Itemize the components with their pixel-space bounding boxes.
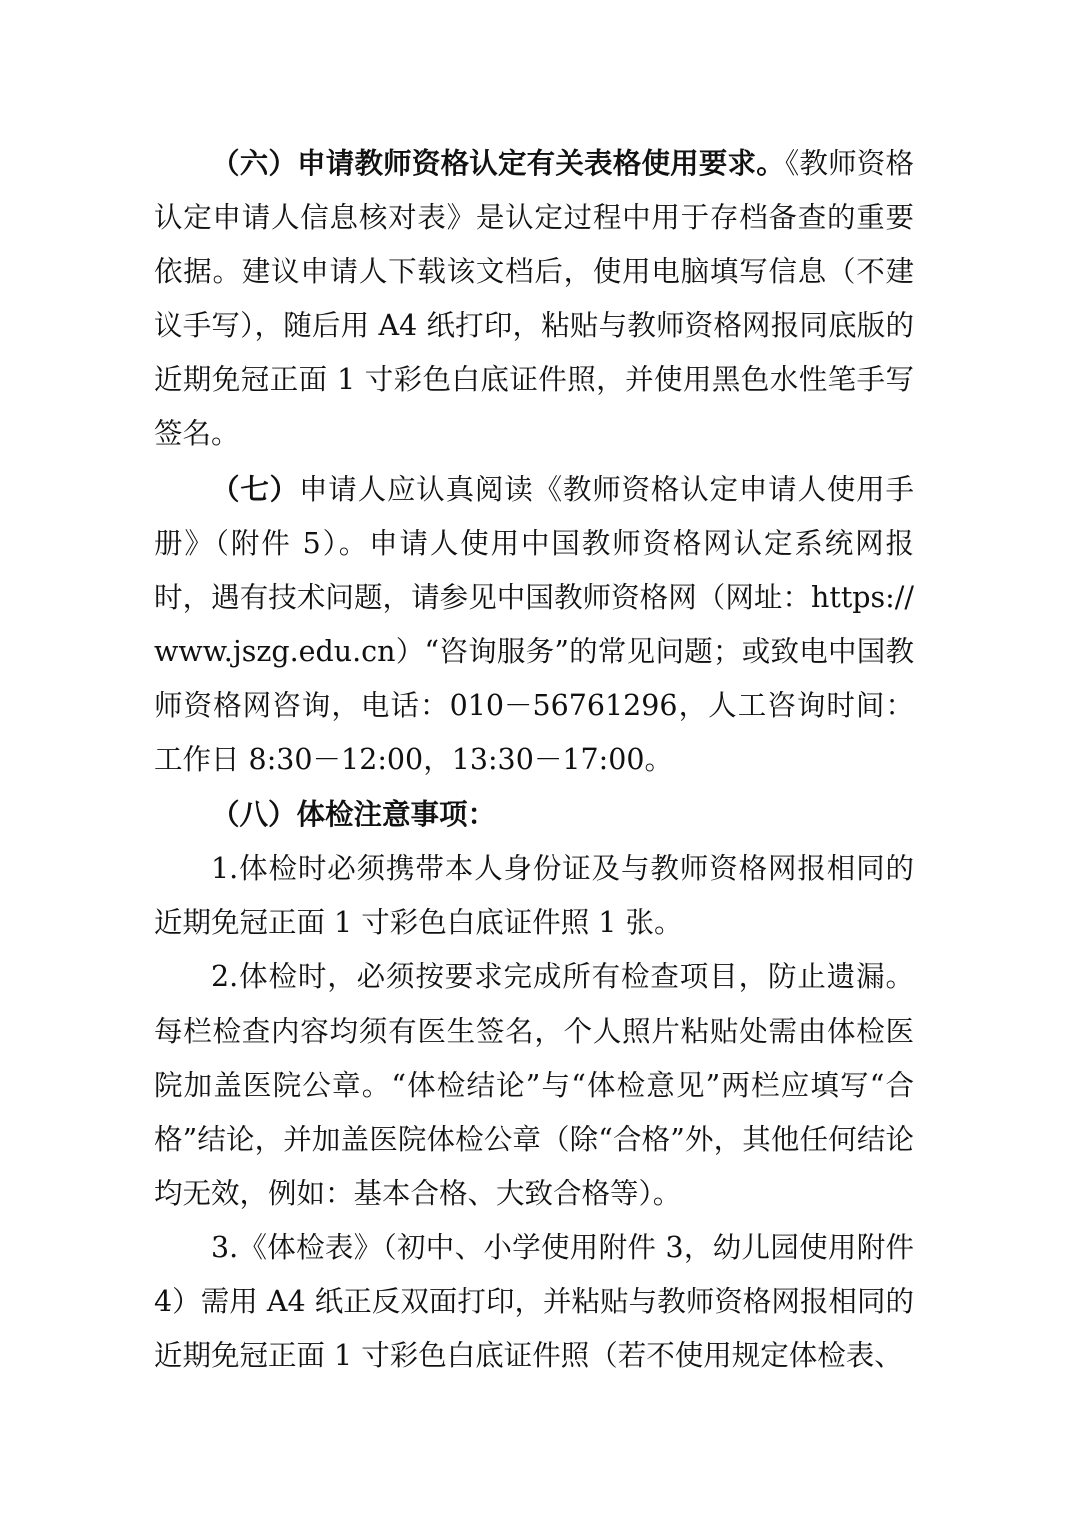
document-body [154,136,914,1383]
section-seven-body: 申请人应认真阅读《教师资格认定申请人使用手册》（附件 5）。申请人使用中国教师资格网认定系统网报时，遇有技术问题，请参见中国教师资格网（网址：https://www.jszg.edu.cn）“咨询服务”的常见问题；或致电中国教师资格网咨询，电话：010－56761296，人工咨询时间：工作日 8:30－12:00，13:30－17:00。 [154,472,914,777]
section-eight-heading: （八）体检注意事项： [211,797,497,832]
list-item: 3.《体检表》（初中、小学使用附件 3，幼儿园使用附件 4）需用 A4 纸正反双面打印，并粘贴与教师资格网报相同的近期免冠正面 1 寸彩色白底证件照（若不使用规定体检表、 [154,1230,914,1373]
section-six [154,136,914,462]
list-item: 2.体检时，必须按要求完成所有检查项目，防止遗漏。每栏检查内容均须有医生签名，个人照片粘贴处需由体检医院加盖医院公章。“体检结论”与“体检意见”两栏应填写“合格”结论，并加盖医院体检公章（除“合格”外，其他任何结论均无效，例如：基本合格、大致合格等）。 [154,960,914,1210]
section-six-heading: （六）申请教师资格认定有关表格使用要求。 [211,146,785,180]
list-item: 1.体检时必须携带本人身份证及与教师资格网报相同的近期免冠正面 1 寸彩色白底证件照 1 张。 [154,852,914,940]
section-seven [154,462,914,788]
section-seven-heading: （七） [211,471,299,506]
section-eight [154,787,914,842]
section-six-body: 《教师资格认定申请人信息核对表》是认定过程中用于存档备查的重要依据。建议申请人下载该文档后，使用电脑填写信息（不建议手写），随后用 A4 纸打印，粘贴与教师资格网报同底版的近期免冠正面 1 寸彩色白底证件照，并使用黑色水性笔手写签名。 [154,147,914,451]
